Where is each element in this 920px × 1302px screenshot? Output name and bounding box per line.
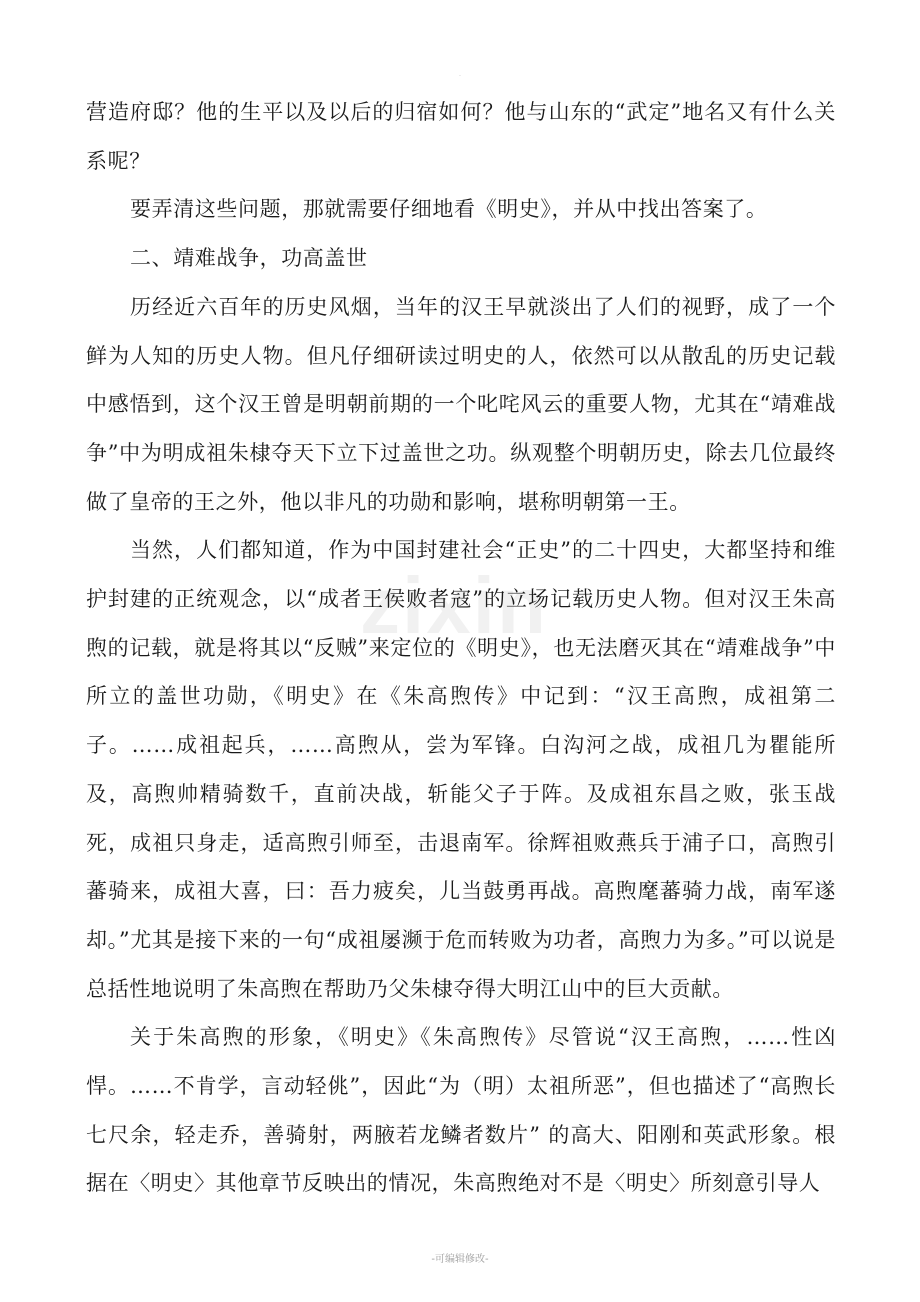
header-mark: . — [458, 70, 462, 78]
document-body — [86, 88, 836, 1208]
page-footer: -可编辑修改- — [431, 1254, 489, 1265]
paragraph-1: 营造府邸？他的生平以及以后的归宿如何？他与山东的“武定”地名又有什么关系呢？ — [86, 100, 836, 173]
paragraph-2: 要弄清这些问题，那就需要仔细地看《明史》，并从中找出答案了。 — [130, 197, 768, 222]
section-heading: 二、靖难战争，功高盖世 — [130, 246, 368, 271]
paragraph-4: 当然，人们都知道，作为中国封建社会“正史”的二十四史，大都坚持和维护封建的正统观念，以“成者王侯败者寇”的立场记载历史人物。但对汉王朱高煦的记载，就是将其以“反贼”来定位的《明史》，也无法磨灭其在“靖难战争”中所立的盖世功勋，《明史》在《朱高煦传》中记到：“汉王高煦，成祖第二子。……成祖起兵，……高煦从，尝为军锋。白沟河之战，成祖几为瞿能所及，高煦帅精骑数千，直前决战，斩能父子于阵。及成祖东昌之败，张玉战死，成祖只身走，适高煦引师至，击退南军。徐辉祖败燕兵于浦子口，高煦引蕃骑来，成祖大喜，曰：吾力疲矣，儿当鼓勇再战。高煦麾蕃骑力战，南军遂却。”尤其是接下来的一句“成祖屡濒于危而转败为功者，高煦力为多。”可以说是总括性地说明了朱高煦在帮助乃父朱棣夺得大明江山中的巨大贡献。 — [86, 538, 836, 1001]
watermark: zixin — [360, 561, 548, 650]
paragraph-3: 历经近六百年的历史风烟，当年的汉王早就淡出了人们的视野，成了一个鲜为人知的历史人物。但凡仔细研读过明史的人，依然可以从散乱的历史记载中感悟到，这个汉王曾是明朝前期的一个叱咤风云的重要人物，尤其在“靖难战争”中为明成祖朱棣夺天下立下过盖世之功。纵观整个明朝历史，除去几位最终做了皇帝的王之外，他以非凡的功勋和影响，堪称明朝第一王。 — [86, 294, 836, 514]
paragraph-5: 关于朱高煦的形象，《明史》《朱高煦传》尽管说“汉王高煦，……性凶悍。……不肯学，言动轻佻”，因此“为（明）太祖所恶”，但也描述了“高煦长七尺余，轻走乔，善骑射，两腋若龙鳞者数片” 的高大、阳刚和英武形象。根据在〈明史〉其他章节反映出的情况，朱高煦绝对不是〈明史〉所刻意引导人 — [86, 1025, 836, 1196]
